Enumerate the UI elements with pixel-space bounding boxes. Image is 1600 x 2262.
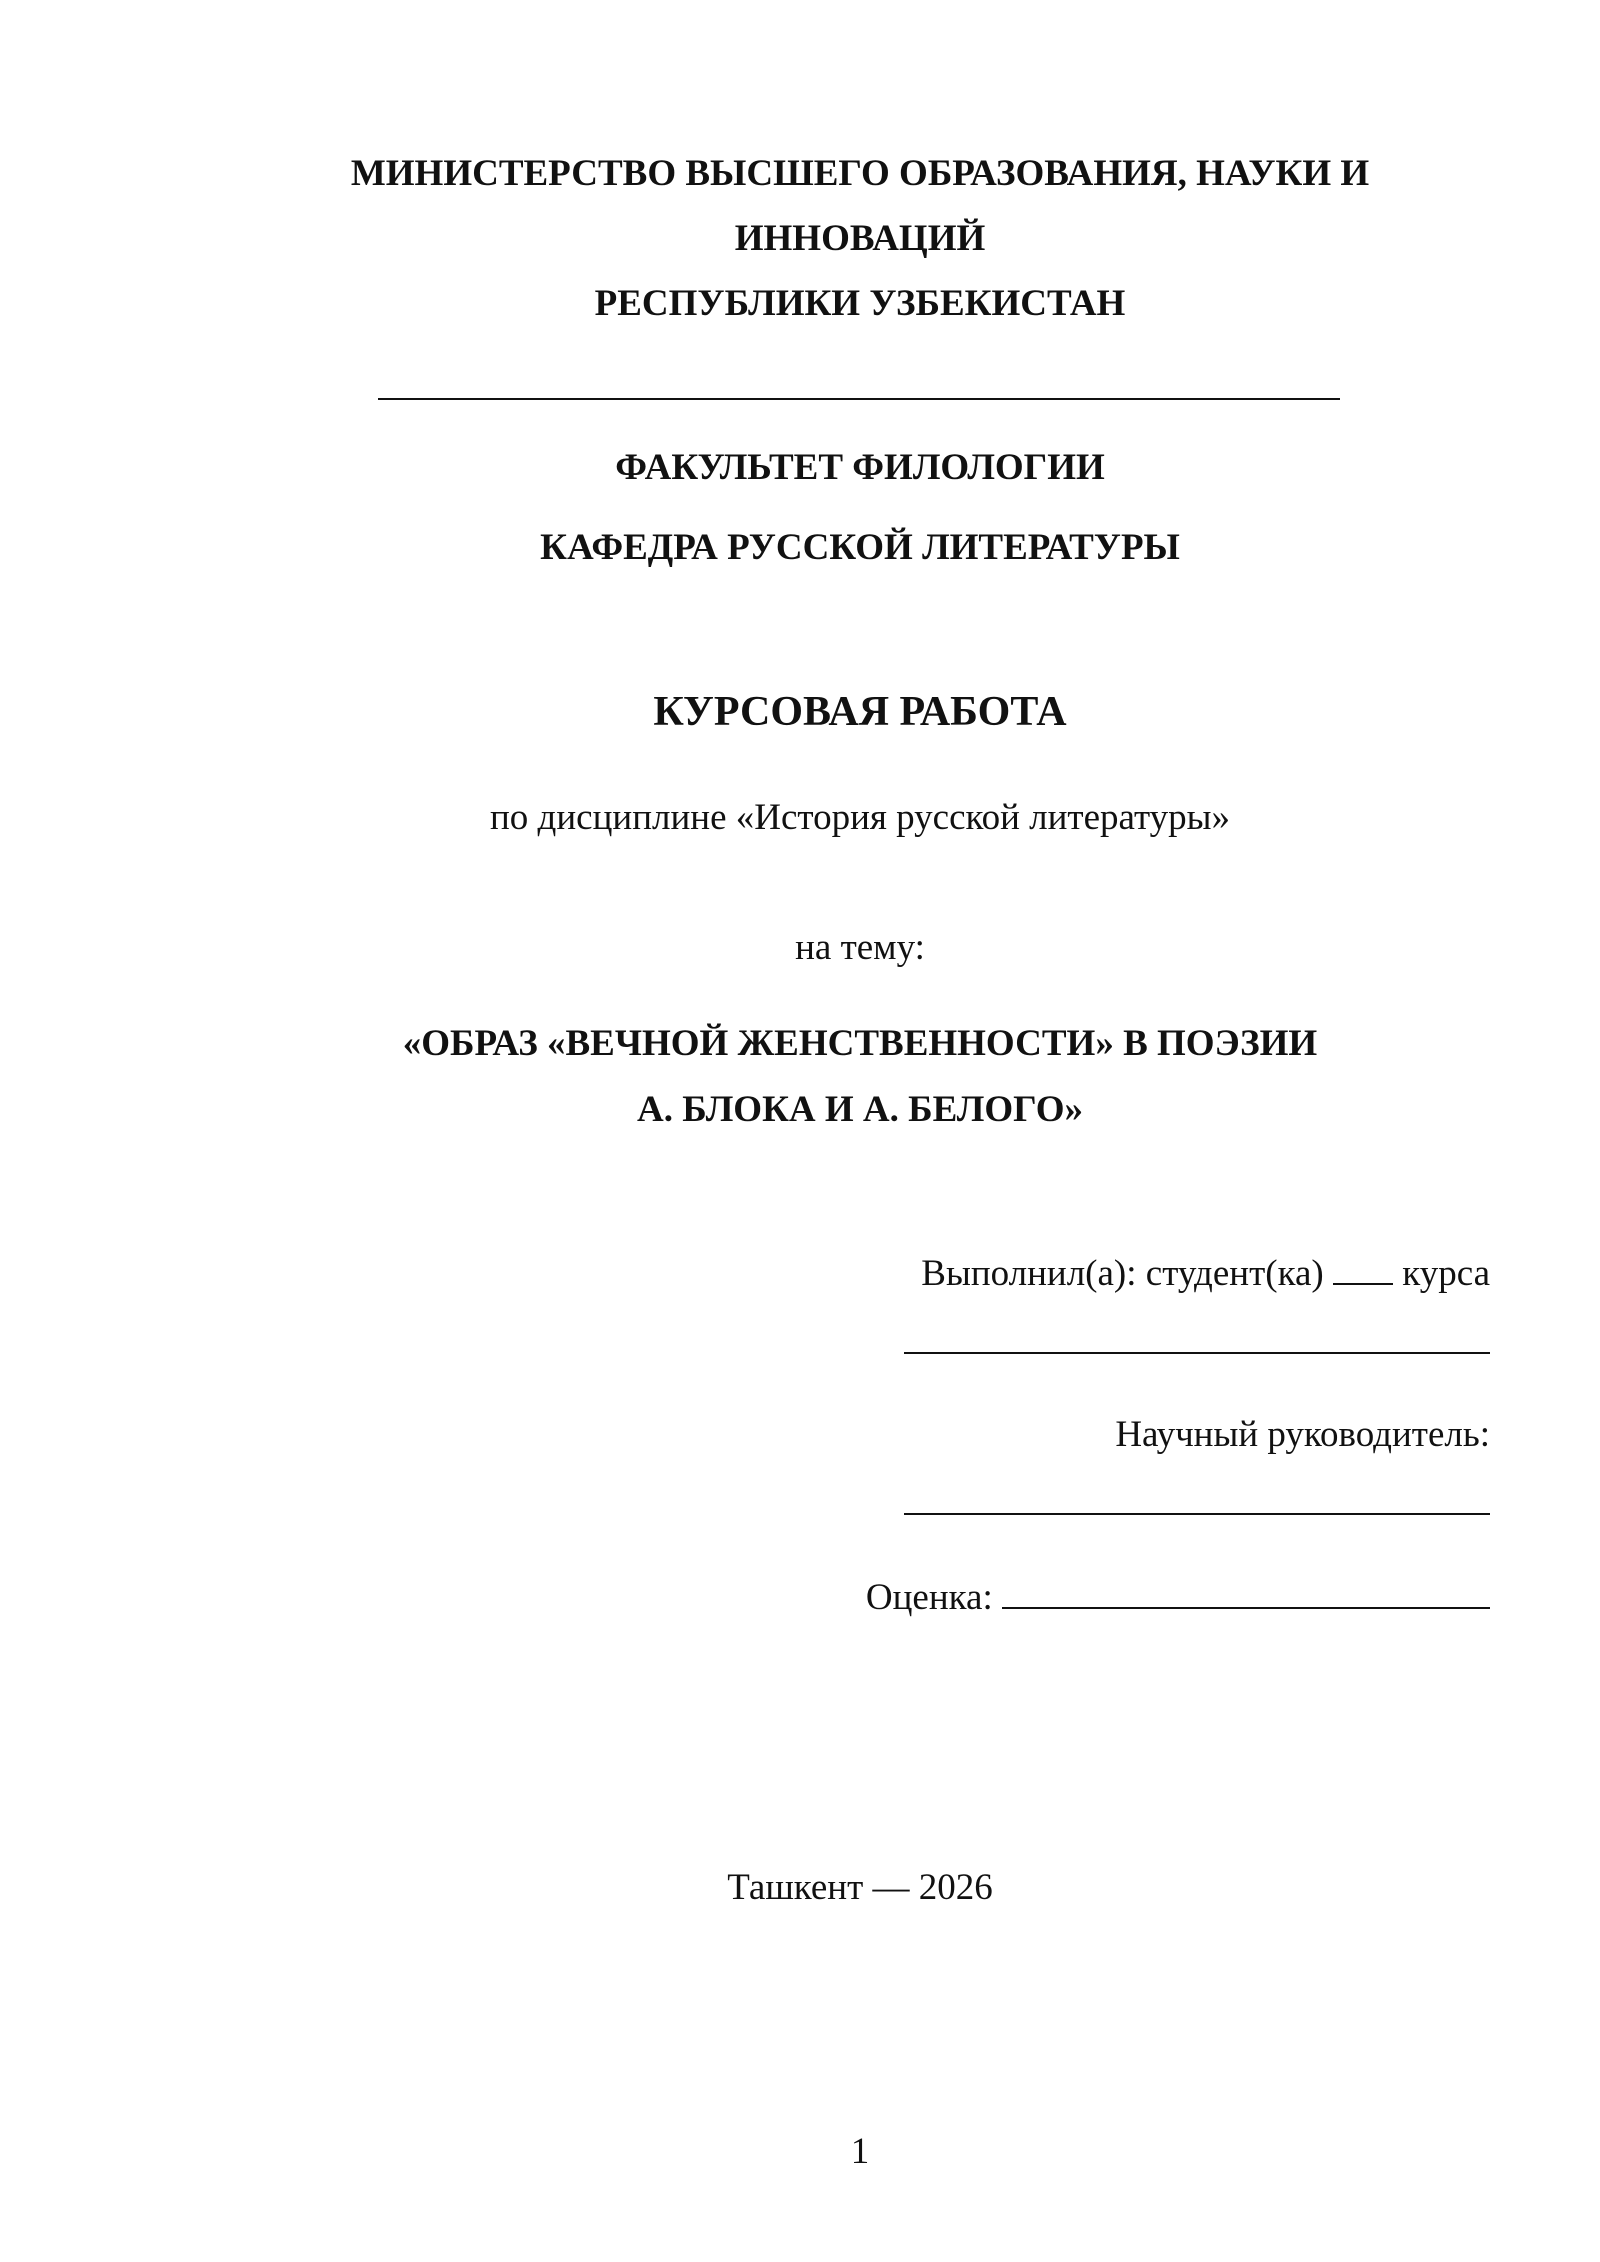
course-blank xyxy=(1333,1282,1393,1285)
student-line xyxy=(921,1252,1490,1295)
grade-line xyxy=(866,1576,1490,1619)
discipline-line: по дисциплине «История русской литературы» xyxy=(490,797,1230,838)
ministry-title-line-1: МИНИСТЕРСТВО ВЫСШЕГО ОБРАЗОВАНИЯ, НАУКИ И xyxy=(350,153,1370,194)
grade-label: Оценка: xyxy=(865,1577,993,1618)
work-type-title: КУРСОВАЯ РАБОТА xyxy=(653,689,1067,735)
faculty-name: ФАКУЛЬТЕТ ФИЛОЛОГИИ xyxy=(615,447,1105,488)
student-name-blank xyxy=(904,1352,1490,1354)
topic-title-line-1: «ОБРАЗ «ВЕЧНОЙ ЖЕНСТВЕННОСТИ» В ПОЭЗИИ xyxy=(402,1023,1318,1064)
supervisor-label: Научный руководитель: xyxy=(1115,1414,1490,1455)
supervisor-name-blank xyxy=(904,1513,1490,1515)
topic-title-line-2: А. БЛОКА И А. БЕЛОГО» xyxy=(636,1089,1084,1130)
topic-intro: на тему: xyxy=(795,927,925,968)
student-label: Выполнил(а): студент(ка) xyxy=(921,1253,1324,1294)
page-number: 1 xyxy=(850,2131,870,2172)
course-label: курса xyxy=(1402,1253,1490,1294)
ministry-title-line-2: ИННОВАЦИЙ xyxy=(734,218,986,259)
ministry-title-line-3: РЕСПУБЛИКИ УЗБЕКИСТАН xyxy=(594,283,1126,324)
grade-blank xyxy=(1002,1606,1490,1609)
city-year: Ташкент — 2026 xyxy=(727,1867,993,1908)
header-divider xyxy=(378,398,1340,400)
department-name: КАФЕДРА РУССКОЙ ЛИТЕРАТУРЫ xyxy=(540,527,1180,568)
